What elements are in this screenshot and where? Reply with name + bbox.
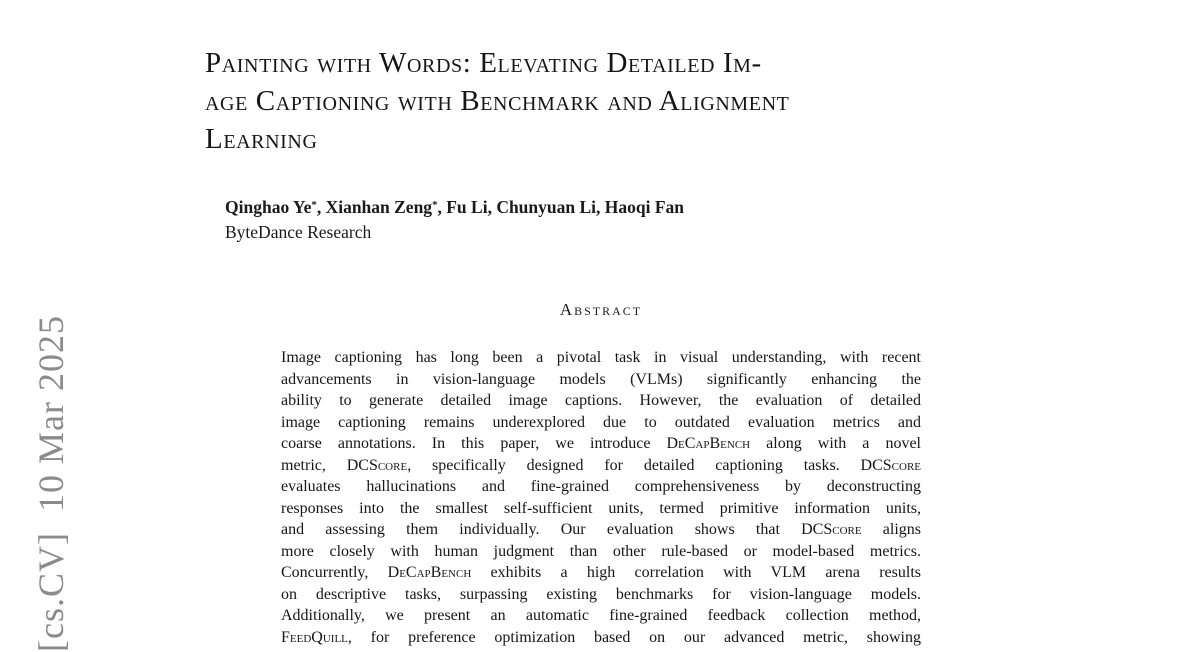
footnote-marker: * [432,199,438,212]
abstract-line: advancements in vision-language models (VLMs) significantly enhancing the [281,370,921,388]
author-name: , Xianhan Zeng [316,197,433,217]
abstract-line: and assessing them individually. Our evaluation shows that DCScore aligns [281,521,921,538]
abstract-line: ability to generate detailed image captions. However, the evaluation of detailed [281,392,921,409]
title-line-3: Learning [205,123,318,155]
authors-block [225,196,684,243]
arxiv-watermark: [cs.CV] 10 Mar 2025 [31,315,71,652]
title-line-2: age Captioning with Benchmark and Alignment [205,85,790,117]
abstract-line: coarse annotations. In this paper, we introduce DeCapBench along with a novel [281,435,921,452]
abstract-line: image captioning remains underexplored due to outdated evaluation metrics and [281,413,921,431]
title-line-1: Painting with Words: Elevating Detailed Im- [205,47,762,79]
abstract-line: Image captioning has long been a pivotal task in visual understanding, with recent [281,349,921,366]
author-name: , Fu Li, Chunyuan Li, Haoqi Fan [437,197,685,217]
abstract-line: on descriptive tasks, surpassing existing benchmarks for vision-language models. [281,585,921,603]
abstract-line: evaluates hallucinations and fine-grained comprehensiveness by deconstructing [281,478,921,495]
abstract-line: Additionally, we present an automatic fine-grained feedback collection method, [281,607,921,624]
paper-title [205,44,1025,158]
abstract-line: metric, DCScore, specifically designed for detailed captioning tasks. DCScore [281,456,921,474]
abstract-line: Concurrently, DeCapBench exhibits a high correlation with VLM arena results [281,564,921,581]
footnote-marker: * [311,199,317,212]
abstract-heading: Abstract [559,300,643,319]
affiliation: ByteDance Research [225,222,372,242]
author-list [225,196,684,221]
abstract-line: responses into the smallest self-sufficient units, termed primitive information units, [281,499,921,517]
abstract-line: FeedQuill, for preference optimization based on our advanced metric, showing [281,628,921,646]
author-name: Qinghao Ye [225,197,312,217]
abstract-line: more closely with human judgment than other rule-based or model-based metrics. [281,542,921,560]
abstract-text [281,347,921,648]
